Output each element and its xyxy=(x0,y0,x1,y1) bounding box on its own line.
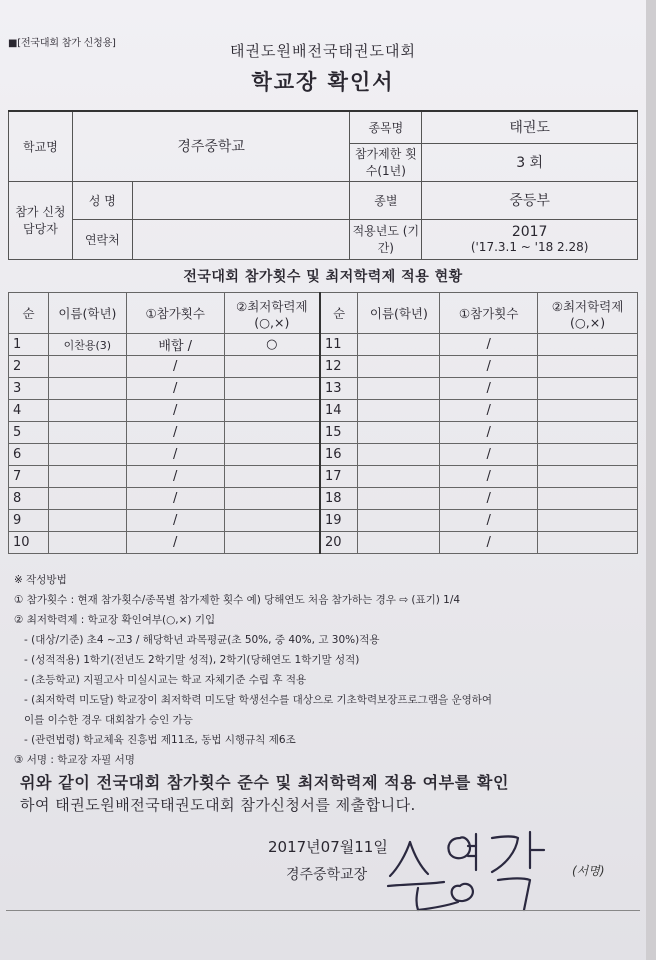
min-academic-check xyxy=(224,466,320,488)
table-row xyxy=(9,378,638,400)
participation-count: / xyxy=(440,356,538,378)
header-count: ①참가횟수 xyxy=(126,293,224,334)
row-number: 6 xyxy=(9,444,49,466)
student-name xyxy=(358,356,440,378)
table-row xyxy=(9,510,638,532)
participation-count: / xyxy=(440,510,538,532)
confirm-statement: 위와 같이 전국대회 참가횟수 준수 및 최저학력제 적용 여부를 확인 xyxy=(20,773,510,792)
student-name xyxy=(358,510,440,532)
table-row xyxy=(9,532,638,554)
row-number: 3 xyxy=(9,378,49,400)
table-row xyxy=(9,488,638,510)
participation-count: 배합 / xyxy=(126,334,224,356)
note-2a: - (대상/기준) 초4 ~고3 / 해당학년 과목평균(초 50%, 중 40%, 고 30%)적용 xyxy=(24,634,380,646)
student-name xyxy=(358,466,440,488)
header-count: ①참가횟수 xyxy=(440,293,538,334)
name-value xyxy=(132,181,350,219)
note-2d: - (최저학력 미도달) 학교장이 최저학력 미도달 학생선수를 대상으로 기초학력보장프로그램을 운영하여 xyxy=(24,694,493,706)
min-academic-check xyxy=(538,422,638,444)
row-number: 12 xyxy=(320,356,358,378)
handwritten-signature xyxy=(380,824,560,914)
confirm-statement-cont: 하여 태권도원배전국태권도대회 참가신청서를 제출합니다. xyxy=(20,796,416,814)
form-tag: ■[전국대회 참가 신청용] xyxy=(8,38,116,49)
section-title: 전국대회 참가횟수 및 최저학력제 적용 현황 xyxy=(183,269,463,285)
min-academic-check xyxy=(538,510,638,532)
participation-count: / xyxy=(440,532,538,554)
min-academic-check xyxy=(224,356,320,378)
participation-count: / xyxy=(440,422,538,444)
year-cell xyxy=(422,219,638,259)
student-name xyxy=(48,378,126,400)
participation-count: / xyxy=(126,356,224,378)
participation-count: / xyxy=(126,378,224,400)
notes-heading: ※ 작성방법 xyxy=(14,574,67,586)
min-academic-check xyxy=(538,488,638,510)
row-number: 9 xyxy=(9,510,49,532)
student-name xyxy=(358,532,440,554)
signature-stamp: (서명) xyxy=(572,864,605,878)
row-number: 7 xyxy=(9,466,49,488)
row-number: 13 xyxy=(320,378,358,400)
bottom-rule xyxy=(6,910,640,911)
participation-count: / xyxy=(126,422,224,444)
participation-count: / xyxy=(126,532,224,554)
row-number: 11 xyxy=(320,334,358,356)
min-academic-check xyxy=(224,444,320,466)
min-academic-check xyxy=(538,378,638,400)
applicant-label: 참가 신청 담당자 xyxy=(9,181,73,259)
event-value: 태권도 xyxy=(422,111,638,143)
min-academic-check xyxy=(538,334,638,356)
min-academic-check xyxy=(538,444,638,466)
min-academic-check xyxy=(538,532,638,554)
min-academic-check xyxy=(538,466,638,488)
page-title: 학교장 확인서 xyxy=(251,70,395,94)
min-academic-check: ○ xyxy=(224,334,320,356)
note-2e: - (관련법령) 학교체육 진흥법 제11조, 동법 시행규칙 제6조 xyxy=(24,734,296,746)
row-number: 8 xyxy=(9,488,49,510)
student-name xyxy=(48,356,126,378)
school-label: 학교명 xyxy=(9,111,73,181)
school-value: 경주중학교 xyxy=(72,111,350,181)
period-value: ('17.3.1 ~ '18 2.28) xyxy=(470,240,589,254)
sign-date: 2017년07월11일 xyxy=(268,838,388,856)
note-2b: - (성적적용) 1학기(전년도 2학기말 성적), 2학기(당해연도 1학기말 성적) xyxy=(24,654,360,666)
note-2d-cont: 이를 이수한 경우 대회참가 승인 가능 xyxy=(24,714,193,726)
header-min: ②최저학력제 (○,×) xyxy=(538,293,638,334)
note-2c: - (초등학교) 지필고사 미실시교는 학교 자체기준 수립 후 적용 xyxy=(24,674,307,686)
year-value: 2017 xyxy=(511,224,548,240)
min-academic-check xyxy=(224,510,320,532)
limit-value: 3 회 xyxy=(422,143,638,181)
division-value: 중등부 xyxy=(422,181,638,219)
row-number: 18 xyxy=(320,488,358,510)
note-3: ③ 서명 : 학교장 자필 서명 xyxy=(14,754,135,766)
info-table xyxy=(8,110,638,260)
participation-table xyxy=(8,292,638,554)
student-name: 이찬용(3) xyxy=(48,334,126,356)
participation-count: / xyxy=(440,400,538,422)
table-row xyxy=(9,356,638,378)
min-academic-check xyxy=(224,532,320,554)
row-number: 5 xyxy=(9,422,49,444)
instructions xyxy=(14,570,634,770)
student-name xyxy=(358,400,440,422)
min-academic-check xyxy=(538,400,638,422)
header-name: 이름(학년) xyxy=(358,293,440,334)
row-number: 4 xyxy=(9,400,49,422)
participation-count: / xyxy=(126,510,224,532)
table-header-row xyxy=(9,293,638,334)
principal-title: 경주중학교장 xyxy=(286,867,368,883)
note-2: ② 최저학력제 : 학교장 확인여부(○,×) 기입 xyxy=(14,614,216,626)
participation-count: / xyxy=(440,334,538,356)
event-label: 종목명 xyxy=(350,111,422,143)
table-row xyxy=(9,334,638,356)
row-number: 14 xyxy=(320,400,358,422)
header-no: 순 xyxy=(320,293,358,334)
row-number: 15 xyxy=(320,422,358,444)
participation-count: / xyxy=(440,488,538,510)
limit-label: 참가제한 횟수(1년) xyxy=(350,143,422,181)
participation-count: / xyxy=(126,488,224,510)
row-number: 1 xyxy=(9,334,49,356)
table-row xyxy=(9,422,638,444)
row-number: 19 xyxy=(320,510,358,532)
table-row xyxy=(9,400,638,422)
row-number: 20 xyxy=(320,532,358,554)
student-name xyxy=(358,422,440,444)
min-academic-check xyxy=(224,488,320,510)
table-row xyxy=(9,466,638,488)
participation-count: / xyxy=(440,444,538,466)
contact-value xyxy=(132,219,350,259)
header-name: 이름(학년) xyxy=(48,293,126,334)
year-label: 적용년도 (기간) xyxy=(350,219,422,259)
header-no: 순 xyxy=(9,293,49,334)
division-label: 종별 xyxy=(350,181,422,219)
header-min: ②최저학력제 (○,×) xyxy=(224,293,320,334)
row-number: 16 xyxy=(320,444,358,466)
row-number: 2 xyxy=(9,356,49,378)
participation-count: / xyxy=(440,378,538,400)
student-name xyxy=(48,422,126,444)
contact-label: 연락처 xyxy=(72,219,132,259)
student-name xyxy=(48,488,126,510)
min-academic-check xyxy=(224,378,320,400)
note-1: ① 참가횟수 : 현재 참가횟수/종목별 참가제한 횟수 예) 당해연도 처음 참가하는 경우 ⇨ (표기) 1/4 xyxy=(14,594,461,606)
participation-count: / xyxy=(126,466,224,488)
min-academic-check xyxy=(538,356,638,378)
student-name xyxy=(358,334,440,356)
min-academic-check xyxy=(224,422,320,444)
min-academic-check xyxy=(224,400,320,422)
participation-count: / xyxy=(126,444,224,466)
student-name xyxy=(48,510,126,532)
event-subtitle: 태권도원배전국태권도대회 xyxy=(230,42,416,60)
student-name xyxy=(48,444,126,466)
participation-count: / xyxy=(440,466,538,488)
student-name xyxy=(48,532,126,554)
row-number: 17 xyxy=(320,466,358,488)
name-label: 성 명 xyxy=(72,181,132,219)
student-name xyxy=(48,466,126,488)
student-name xyxy=(48,400,126,422)
student-name xyxy=(358,488,440,510)
student-name xyxy=(358,444,440,466)
student-name xyxy=(358,378,440,400)
table-row xyxy=(9,444,638,466)
row-number: 10 xyxy=(9,532,49,554)
participation-count: / xyxy=(126,400,224,422)
